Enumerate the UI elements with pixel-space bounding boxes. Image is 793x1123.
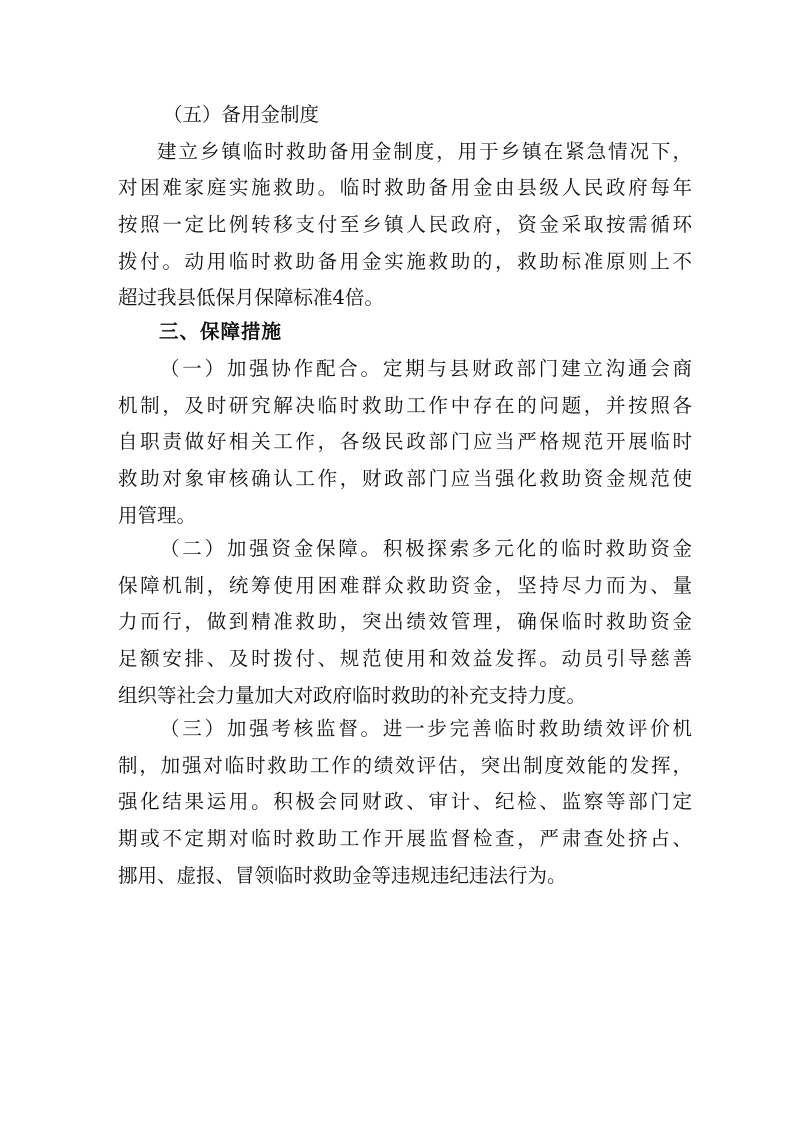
section-three [118,314,692,351]
measure-three [118,711,692,894]
paragraph-line: 组织等社会力量加大对政府临时救助的补充支持力度。 [118,683,587,707]
section-five [118,97,692,317]
section-five-heading: （五）备用金制度 [163,103,320,126]
paragraph-line: 超过我县低保月保障标准4倍。 [118,286,384,310]
paragraph-line: 自职责做好相关工作，各级民政部门应当严格规范开展临时 [118,430,692,454]
paragraph-line: 对困难家庭实施救助。临时救助备用金由县级人民政府每年 [118,176,692,200]
paragraph-line: 期或不定期对临时救助工作开展监督检查，严肃查处挤占、 [118,827,692,851]
paragraph-line: 按照一定比例转移支付至乡镇人民政府，资金采取按需循环 [118,213,692,237]
measure-two [118,531,692,714]
paragraph-line: （一）加强协作配合。定期与县财政部门建立沟通会商 [160,357,692,380]
paragraph-line: 拨付。动用临时救助备用金实施救助的，救助标准原则上不 [118,249,692,273]
paragraph-line: 足额安排、及时拨付、规范使用和效益发挥。动员引导慈善 [118,647,692,671]
paragraph-line: 保障机制，统筹使用困难群众救助资金，坚持尽力而为、量 [118,573,692,597]
paragraph-line: 力而行，做到精准救助，突出绩效管理，确保临时救助资金 [118,610,692,634]
paragraph-line: （三）加强考核监督。进一步完善临时救助绩效评价机 [160,717,692,740]
paragraph-line: 建立乡镇临时救助备用金制度，用于乡镇在紧急情况下， [157,139,692,163]
paragraph-line: 机制，及时研究解决临时救助工作中存在的问题，并按照各 [118,393,692,417]
paragraph-line: 用管理。 [118,503,197,527]
paragraph-line: 强化结果运用。积极会同财政、审计、纪检、监察等部门定 [118,790,692,814]
paragraph-line: 挪用、虚报、冒领临时救助金等违规违纪违法行为。 [118,863,567,887]
paragraph-line: 制，加强对临时救助工作的绩效评估，突出制度效能的发挥， [118,753,692,777]
section-three-heading: 三、保障措施 [159,320,283,343]
measure-one [118,351,692,534]
paragraph-line: 救助对象审核确认工作，财政部门应当强化救助资金规范使 [118,467,692,491]
paragraph-line: （二）加强资金保障。积极探索多元化的临时救助资金 [160,537,692,560]
